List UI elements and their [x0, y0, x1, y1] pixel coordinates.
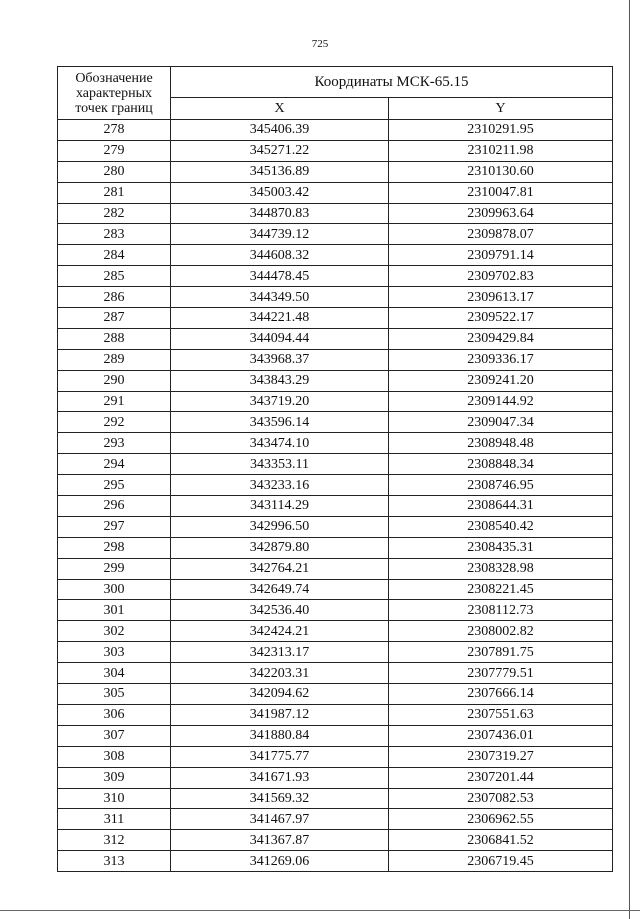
- point-number-cell: 304: [58, 663, 171, 684]
- y-coordinate-cell: 2309047.34: [389, 412, 613, 433]
- table-row: [58, 851, 613, 872]
- table-row: [58, 663, 613, 684]
- y-coordinate-cell: 2309963.64: [389, 203, 613, 224]
- x-coordinate-cell: 345406.39: [171, 120, 389, 141]
- y-coordinate-cell: 2307891.75: [389, 642, 613, 663]
- y-coordinate-cell: 2307436.01: [389, 725, 613, 746]
- x-coordinate-cell: 342764.21: [171, 558, 389, 579]
- y-coordinate-cell: 2308948.48: [389, 433, 613, 454]
- x-coordinate-cell: 341269.06: [171, 851, 389, 872]
- point-number-cell: 310: [58, 788, 171, 809]
- y-coordinate-cell: 2308221.45: [389, 579, 613, 600]
- page-number: 725: [311, 38, 329, 50]
- table-row: [58, 579, 613, 600]
- y-coordinate-cell: 2309429.84: [389, 328, 613, 349]
- table-row: [58, 328, 613, 349]
- x-column-header: X: [171, 98, 389, 120]
- x-coordinate-cell: 343474.10: [171, 433, 389, 454]
- point-number-cell: 292: [58, 412, 171, 433]
- table-row: [58, 516, 613, 537]
- table-row: [58, 725, 613, 746]
- table-row: [58, 140, 613, 161]
- y-coordinate-cell: 2307201.44: [389, 767, 613, 788]
- x-coordinate-cell: 344739.12: [171, 224, 389, 245]
- x-coordinate-cell: 342996.50: [171, 516, 389, 537]
- table-row: [58, 370, 613, 391]
- table-row: [58, 830, 613, 851]
- table-row: [58, 767, 613, 788]
- point-number-cell: 302: [58, 621, 171, 642]
- y-coordinate-cell: 2308435.31: [389, 537, 613, 558]
- y-coordinate-cell: 2309522.17: [389, 308, 613, 329]
- point-column-header: Обозначение характерных точек границ: [58, 67, 171, 120]
- point-number-cell: 300: [58, 579, 171, 600]
- y-coordinate-cell: 2306841.52: [389, 830, 613, 851]
- point-number-cell: 293: [58, 433, 171, 454]
- x-coordinate-cell: 343843.29: [171, 370, 389, 391]
- table-row: [58, 287, 613, 308]
- table-row: [58, 349, 613, 370]
- y-coordinate-cell: 2306962.55: [389, 809, 613, 830]
- table-row: [58, 182, 613, 203]
- y-coordinate-cell: 2307551.63: [389, 704, 613, 725]
- x-coordinate-cell: 341569.32: [171, 788, 389, 809]
- table-row: [58, 161, 613, 182]
- x-coordinate-cell: 344870.83: [171, 203, 389, 224]
- point-number-cell: 303: [58, 642, 171, 663]
- y-coordinate-cell: 2307082.53: [389, 788, 613, 809]
- x-coordinate-cell: 344478.45: [171, 266, 389, 287]
- table-row: [58, 642, 613, 663]
- table-row: [58, 412, 613, 433]
- y-column-header: Y: [389, 98, 613, 120]
- table-row: [58, 600, 613, 621]
- point-number-cell: 309: [58, 767, 171, 788]
- point-number-cell: 289: [58, 349, 171, 370]
- point-number-cell: 286: [58, 287, 171, 308]
- y-coordinate-cell: 2306719.45: [389, 851, 613, 872]
- y-coordinate-cell: 2307666.14: [389, 684, 613, 705]
- scan-edge-bottom: [0, 910, 640, 911]
- table-row: [58, 475, 613, 496]
- table-body: [58, 120, 613, 872]
- x-coordinate-cell: 343968.37: [171, 349, 389, 370]
- y-coordinate-cell: 2309336.17: [389, 349, 613, 370]
- point-number-cell: 288: [58, 328, 171, 349]
- point-number-cell: 297: [58, 516, 171, 537]
- point-number-cell: 312: [58, 830, 171, 851]
- coordinates-table: [57, 66, 613, 872]
- table-row: [58, 684, 613, 705]
- point-number-cell: 295: [58, 475, 171, 496]
- y-coordinate-cell: 2310291.95: [389, 120, 613, 141]
- point-number-cell: 283: [58, 224, 171, 245]
- point-number-cell: 301: [58, 600, 171, 621]
- y-coordinate-cell: 2310130.60: [389, 161, 613, 182]
- table-row: [58, 809, 613, 830]
- point-number-cell: 282: [58, 203, 171, 224]
- table-row: [58, 788, 613, 809]
- table-row: [58, 537, 613, 558]
- point-number-cell: 299: [58, 558, 171, 579]
- x-coordinate-cell: 341671.93: [171, 767, 389, 788]
- x-coordinate-cell: 345136.89: [171, 161, 389, 182]
- y-coordinate-cell: 2310211.98: [389, 140, 613, 161]
- table-row: [58, 266, 613, 287]
- x-coordinate-cell: 342649.74: [171, 579, 389, 600]
- y-coordinate-cell: 2308112.73: [389, 600, 613, 621]
- table-row: [58, 558, 613, 579]
- point-number-cell: 311: [58, 809, 171, 830]
- table-row: [58, 433, 613, 454]
- x-coordinate-cell: 343596.14: [171, 412, 389, 433]
- x-coordinate-cell: 341880.84: [171, 725, 389, 746]
- table-row: [58, 454, 613, 475]
- y-coordinate-cell: 2309791.14: [389, 245, 613, 266]
- x-coordinate-cell: 343233.16: [171, 475, 389, 496]
- x-coordinate-cell: 344221.48: [171, 308, 389, 329]
- y-coordinate-cell: 2309702.83: [389, 266, 613, 287]
- point-number-cell: 281: [58, 182, 171, 203]
- table-row: [58, 224, 613, 245]
- table-row: [58, 120, 613, 141]
- table-row: [58, 308, 613, 329]
- x-coordinate-cell: 344608.32: [171, 245, 389, 266]
- table-row: [58, 621, 613, 642]
- x-coordinate-cell: 341467.97: [171, 809, 389, 830]
- coordinates-group-header: Координаты МСК-65.15: [171, 67, 613, 98]
- point-number-cell: 308: [58, 746, 171, 767]
- x-coordinate-cell: 341775.77: [171, 746, 389, 767]
- table-row: [58, 245, 613, 266]
- point-number-cell: 280: [58, 161, 171, 182]
- x-coordinate-cell: 342203.31: [171, 663, 389, 684]
- y-coordinate-cell: 2308540.42: [389, 516, 613, 537]
- point-number-cell: 305: [58, 684, 171, 705]
- y-coordinate-cell: 2307779.51: [389, 663, 613, 684]
- table-row: [58, 704, 613, 725]
- point-number-cell: 294: [58, 454, 171, 475]
- y-coordinate-cell: 2308746.95: [389, 475, 613, 496]
- table-header: [58, 67, 613, 120]
- point-number-cell: 306: [58, 704, 171, 725]
- table-row: [58, 746, 613, 767]
- point-number-cell: 278: [58, 120, 171, 141]
- y-coordinate-cell: 2309878.07: [389, 224, 613, 245]
- point-number-cell: 298: [58, 537, 171, 558]
- point-number-cell: 287: [58, 308, 171, 329]
- point-number-cell: 291: [58, 391, 171, 412]
- x-coordinate-cell: 343719.20: [171, 391, 389, 412]
- point-number-cell: 307: [58, 725, 171, 746]
- point-number-cell: 296: [58, 496, 171, 517]
- x-coordinate-cell: 345003.42: [171, 182, 389, 203]
- point-number-cell: 279: [58, 140, 171, 161]
- x-coordinate-cell: 342094.62: [171, 684, 389, 705]
- y-coordinate-cell: 2308848.34: [389, 454, 613, 475]
- x-coordinate-cell: 341367.87: [171, 830, 389, 851]
- y-coordinate-cell: 2308644.31: [389, 496, 613, 517]
- table-row: [58, 496, 613, 517]
- y-coordinate-cell: 2309241.20: [389, 370, 613, 391]
- table-row: [58, 391, 613, 412]
- x-coordinate-cell: 344349.50: [171, 287, 389, 308]
- y-coordinate-cell: 2308002.82: [389, 621, 613, 642]
- x-coordinate-cell: 343114.29: [171, 496, 389, 517]
- x-coordinate-cell: 342424.21: [171, 621, 389, 642]
- point-number-cell: 313: [58, 851, 171, 872]
- x-coordinate-cell: 342879.80: [171, 537, 389, 558]
- point-number-cell: 284: [58, 245, 171, 266]
- point-number-cell: 285: [58, 266, 171, 287]
- x-coordinate-cell: 341987.12: [171, 704, 389, 725]
- y-coordinate-cell: 2310047.81: [389, 182, 613, 203]
- y-coordinate-cell: 2308328.98: [389, 558, 613, 579]
- x-coordinate-cell: 342536.40: [171, 600, 389, 621]
- y-coordinate-cell: 2309144.92: [389, 391, 613, 412]
- x-coordinate-cell: 343353.11: [171, 454, 389, 475]
- table-row: [58, 203, 613, 224]
- x-coordinate-cell: 345271.22: [171, 140, 389, 161]
- point-number-cell: 290: [58, 370, 171, 391]
- x-coordinate-cell: 344094.44: [171, 328, 389, 349]
- y-coordinate-cell: 2309613.17: [389, 287, 613, 308]
- scan-edge-right: [629, 0, 630, 919]
- x-coordinate-cell: 342313.17: [171, 642, 389, 663]
- y-coordinate-cell: 2307319.27: [389, 746, 613, 767]
